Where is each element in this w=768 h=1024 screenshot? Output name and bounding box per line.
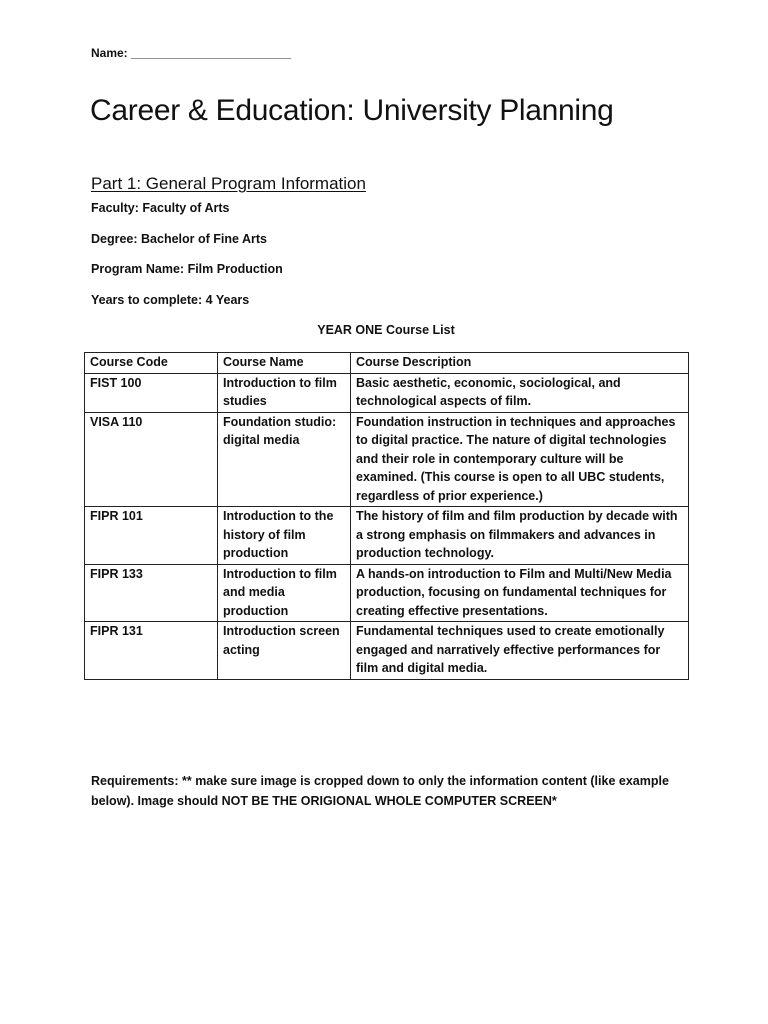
table-row (85, 507, 689, 565)
course-code-cell: FIST 100 (85, 373, 218, 412)
table-row (85, 622, 689, 680)
section-heading-part1: Part 1: General Program Information (91, 174, 366, 193)
years-line (91, 293, 249, 307)
course-description-cell: Fundamental techniques used to create emotionally engaged and narratively effective performances for film and digital media. (351, 622, 689, 680)
requirements-note: Requirements: ** make sure image is cropped down to only the information content (like example below). Image should NOT BE THE ORIGIONAL WHOLE COMPUTER SCREEN* (91, 774, 669, 808)
program-name-line (91, 262, 283, 276)
page-title: Career & Education: University Planning (90, 94, 614, 127)
faculty-line (91, 201, 229, 215)
course-code-cell: FIPR 101 (85, 507, 218, 565)
name-field-label: Name: ________________________ (91, 46, 292, 60)
course-code-cell: VISA 110 (85, 412, 218, 507)
degree-line (91, 232, 267, 246)
table-row (85, 373, 689, 412)
faculty-value: Faculty of Arts (142, 201, 230, 215)
years-label: Years to complete: (91, 293, 203, 307)
course-name-cell: Introduction screen acting (218, 622, 351, 680)
program-name-value: Film Production (187, 262, 283, 276)
program-name-label: Program Name: (91, 262, 185, 276)
degree-value: Bachelor of Fine Arts (141, 232, 267, 246)
course-description-cell: Foundation instruction in techniques and approaches to digital practice. The nature of digital technologies and their role in contemporary culture will be examined. (This course is open to all UBC students, regardless of prior experience.) (351, 412, 689, 507)
table-caption: YEAR ONE Course List (317, 323, 455, 337)
course-name-cell: Introduction to film studies (218, 373, 351, 412)
table-header-row (85, 353, 689, 374)
faculty-label: Faculty: (91, 201, 139, 215)
course-code-cell: FIPR 133 (85, 564, 218, 622)
course-description-cell: A hands-on introduction to Film and Multi/New Media production, focusing on fundamental techniques for creating effective presentations. (351, 564, 689, 622)
column-header-description: Course Description (351, 353, 689, 374)
course-description-cell: Basic aesthetic, economic, sociological, and technological aspects of film. (351, 373, 689, 412)
degree-label: Degree: (91, 232, 138, 246)
years-value: 4 Years (205, 293, 250, 307)
course-name-cell: Introduction to the history of film production (218, 507, 351, 565)
table-row (85, 564, 689, 622)
column-header-code: Course Code (85, 353, 218, 374)
course-table (84, 352, 689, 680)
course-code-cell: FIPR 131 (85, 622, 218, 680)
course-name-cell: Introduction to film and media production (218, 564, 351, 622)
course-description-cell: The history of film and film production by decade with a strong emphasis on filmmakers and advances in production technology. (351, 507, 689, 565)
column-header-name: Course Name (218, 353, 351, 374)
table-row (85, 412, 689, 507)
course-name-cell: Foundation studio: digital media (218, 412, 351, 507)
